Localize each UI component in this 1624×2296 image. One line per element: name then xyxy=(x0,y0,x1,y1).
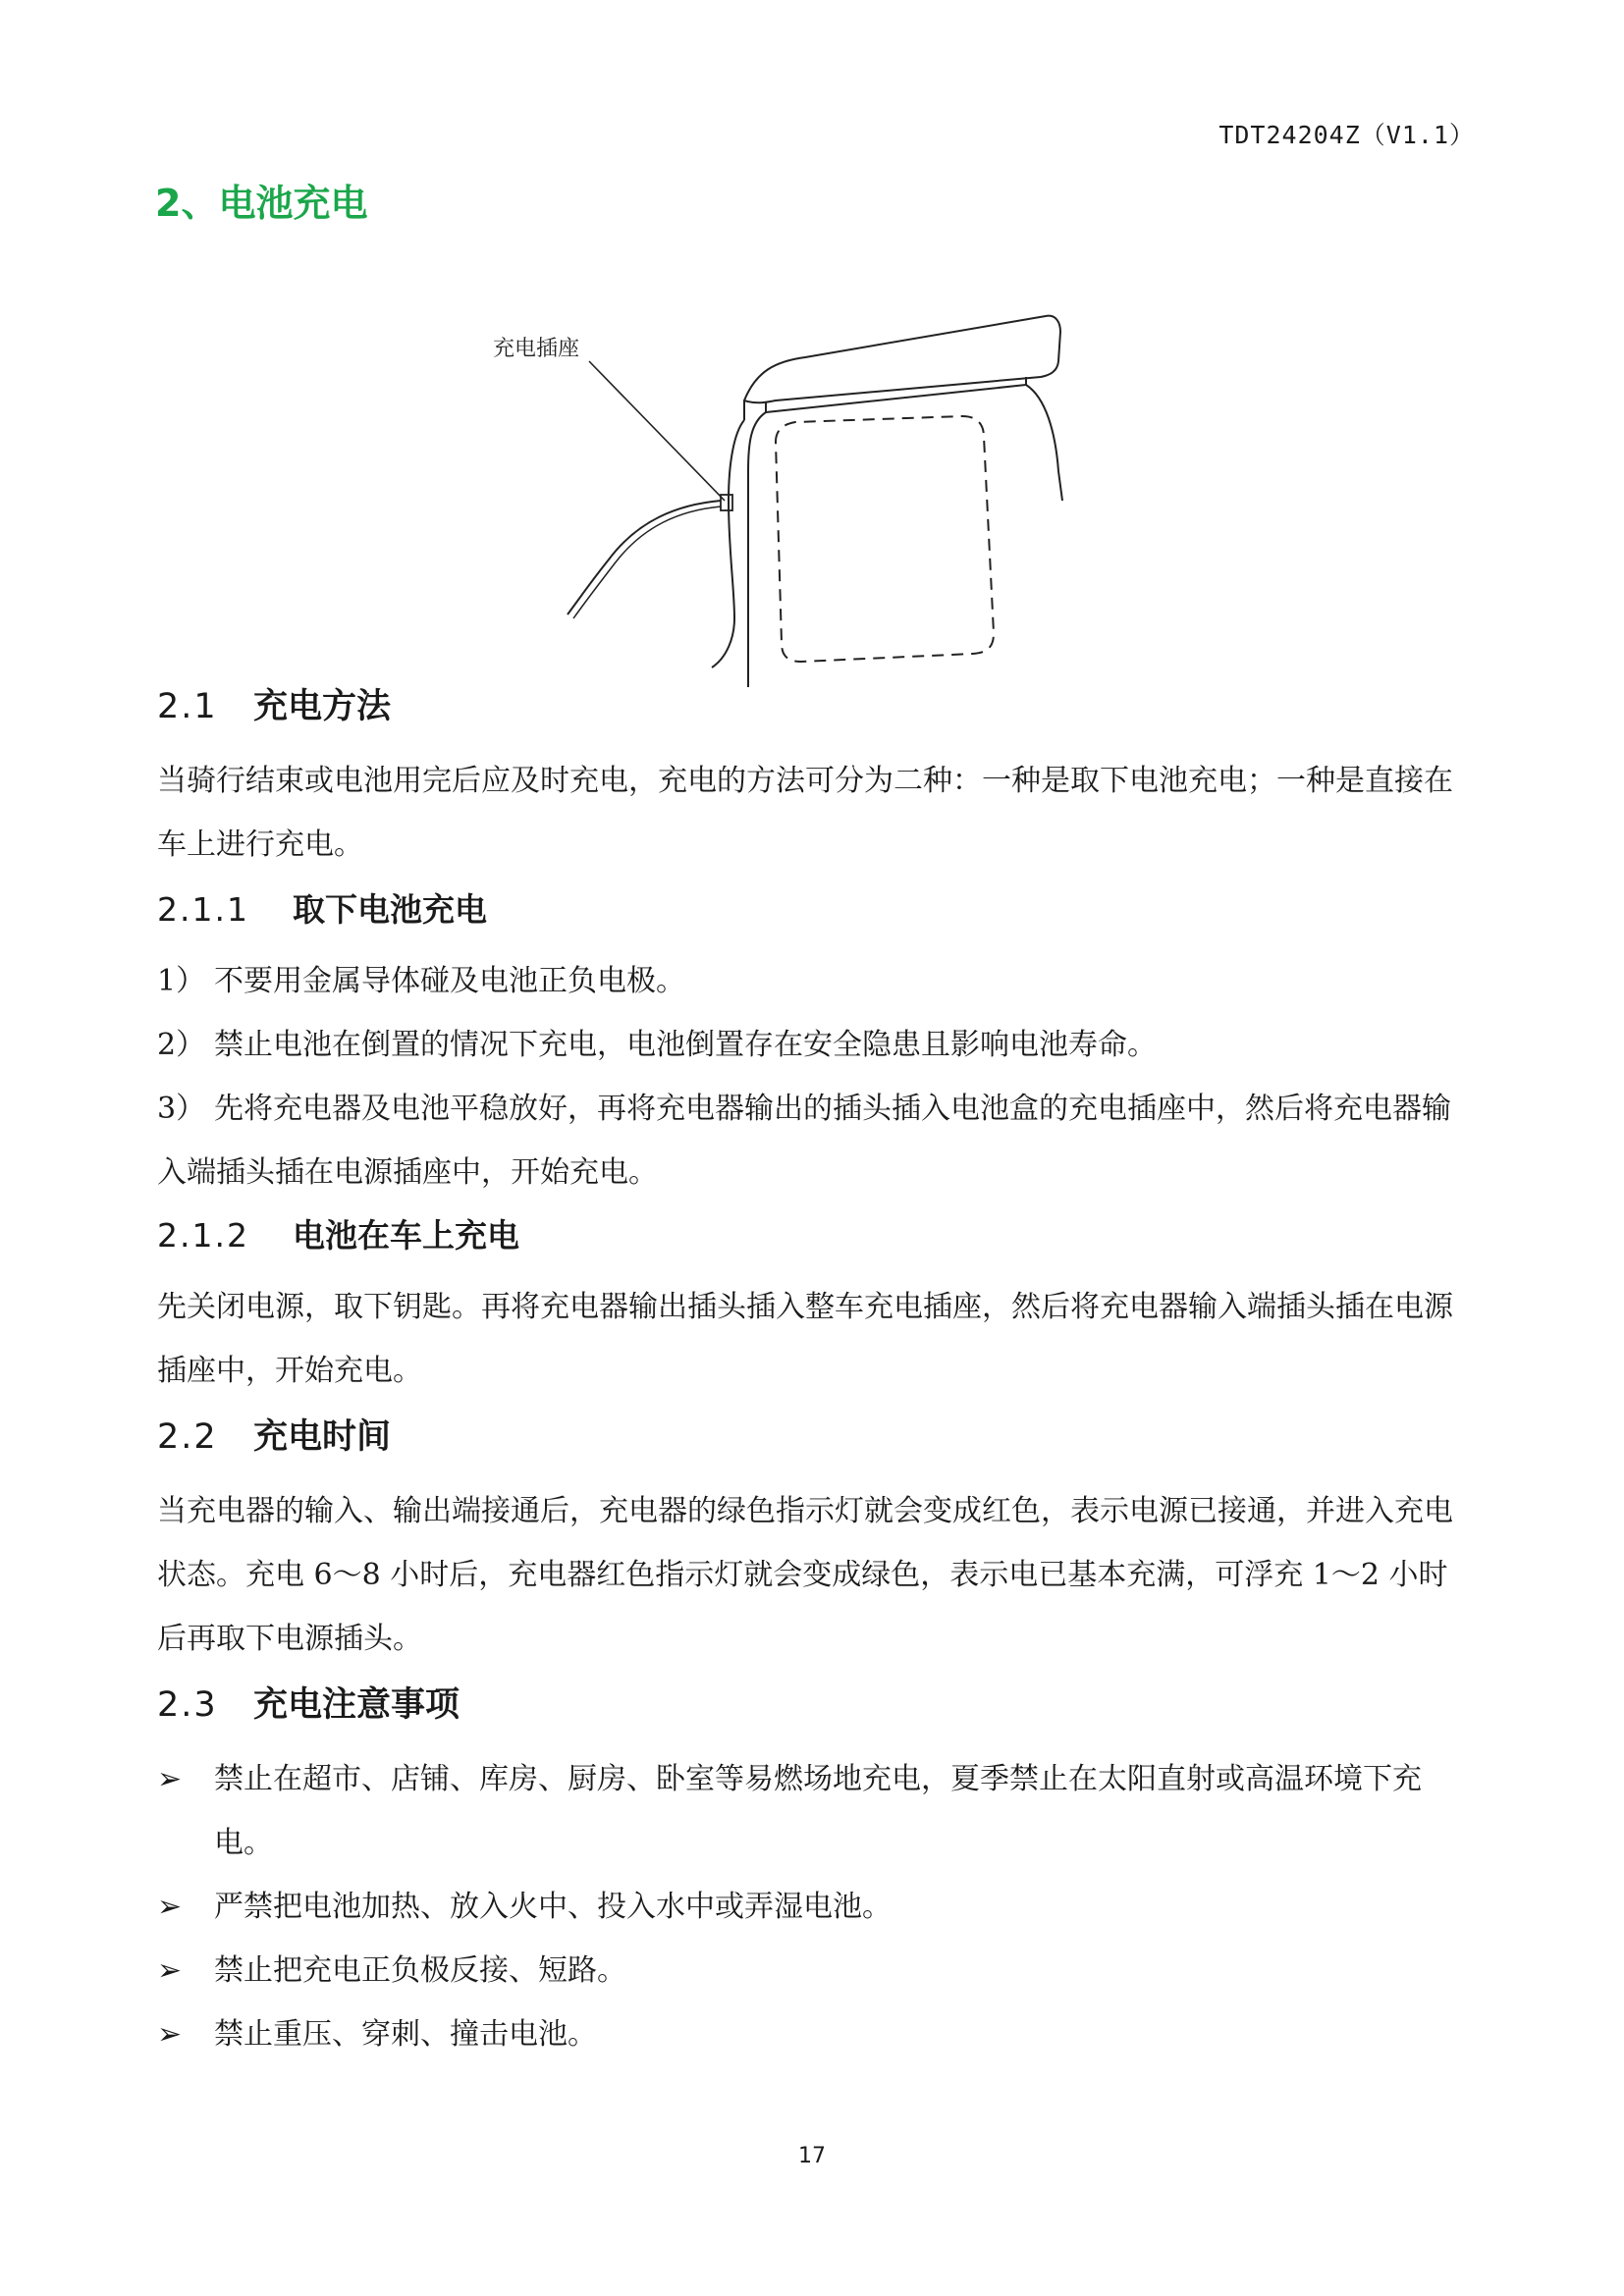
section-number: 2.1 xyxy=(157,687,218,726)
battery-charging-socket-figure xyxy=(481,294,1070,687)
arrow-bullet-icon: ➢ xyxy=(157,1762,183,1796)
arrow-bullet-icon: ➢ xyxy=(157,2017,183,2052)
section-title: 充电注意事项 xyxy=(253,1685,460,1725)
section-2-2-paragraph: 当充电器的输入、输出端接通后，充电器的绿色指示灯就会变成红色，表示电源已接通，并进入充电状态。充电 6～8 小时后，充电器红色指示灯就会变成绿色，表示电已基本充满，可浮充 1～2 小时后再取下电源插头。 xyxy=(157,1494,1453,1656)
list-item-number: 1） xyxy=(157,964,206,998)
page-number: 17 xyxy=(798,2144,826,2168)
section-number: 2.1.2 xyxy=(157,1216,249,1255)
section-2-3-heading xyxy=(157,1681,1473,1730)
bullet-text: 严禁把电池加热、放入火中、投入水中或弄湿电池。 xyxy=(214,1890,892,1924)
section-2-1-1-heading xyxy=(157,886,1473,934)
list-item xyxy=(157,949,1473,1013)
callout-leader-line xyxy=(589,361,725,501)
list-item-text: 先将充电器及电池平稳放好，再将充电器输出的插头插入电池盒的充电插座中，然后将充电器输入端插头插在电源插座中，开始充电。 xyxy=(157,1092,1451,1190)
document-body xyxy=(157,682,1473,2066)
list-item xyxy=(157,1077,1473,1204)
charging-socket xyxy=(721,495,732,510)
bullet-text: 禁止把充电正负极反接、短路。 xyxy=(214,1953,626,1988)
section-title: 电池在车上充电 xyxy=(293,1216,519,1255)
bullet-item xyxy=(157,1939,1473,2002)
arrow-bullet-icon: ➢ xyxy=(157,1890,183,1924)
list-item-text: 禁止电池在倒置的情况下充电，电池倒置存在安全隐患且影响电池寿命。 xyxy=(214,1028,1157,1062)
section-number: 2.2 xyxy=(157,1417,218,1457)
section-number: 2.3 xyxy=(157,1685,218,1725)
bullet-text: 禁止在超市、店铺、库房、厨房、卧室等易燃场地充电，夏季禁止在太阳直射或高温环境下充电。 xyxy=(214,1762,1422,1860)
chapter-title: 2、电池充电 xyxy=(155,182,368,225)
section-2-1-2-paragraph: 先关闭电源，取下钥匙。再将充电器输出插头插入整车充电插座，然后将充电器输入端插头插在电源插座中，开始充电。 xyxy=(157,1290,1453,1388)
charging-cable xyxy=(568,501,721,614)
section-2-1-heading xyxy=(157,682,1473,731)
section-title: 取下电池充电 xyxy=(293,890,487,929)
bullet-item xyxy=(157,2002,1473,2066)
figure-callout-label: 充电插座 xyxy=(493,336,580,360)
bullet-text: 禁止重压、穿刺、撞击电池。 xyxy=(214,2017,597,2052)
bullet-item xyxy=(157,1875,1473,1939)
document-id: TDT24204Z（V1.1） xyxy=(1218,121,1475,149)
seat-outline xyxy=(744,316,1060,403)
section-title: 充电方法 xyxy=(253,687,392,726)
battery-dashed-outline xyxy=(776,416,994,662)
section-2-1-2-heading xyxy=(157,1212,1473,1259)
section-2-1-paragraph: 当骑行结束或电池用完后应及时充电，充电的方法可分为二种：一种是取下电池充电；一种是直接在车上进行充电。 xyxy=(157,764,1453,862)
frame-outline xyxy=(712,420,744,667)
list-item xyxy=(157,1013,1473,1077)
list-item-number: 2） xyxy=(157,1028,206,1062)
section-number: 2.1.1 xyxy=(157,890,249,929)
list-item-number: 3） xyxy=(157,1092,206,1126)
arrow-bullet-icon: ➢ xyxy=(157,1953,183,1988)
bullet-item xyxy=(157,1747,1473,1875)
battery-box-outline xyxy=(748,385,1062,687)
section-2-2-heading xyxy=(157,1413,1473,1462)
section-title: 充电时间 xyxy=(253,1417,392,1457)
list-item-text: 不要用金属导体碰及电池正负电极。 xyxy=(214,964,685,998)
